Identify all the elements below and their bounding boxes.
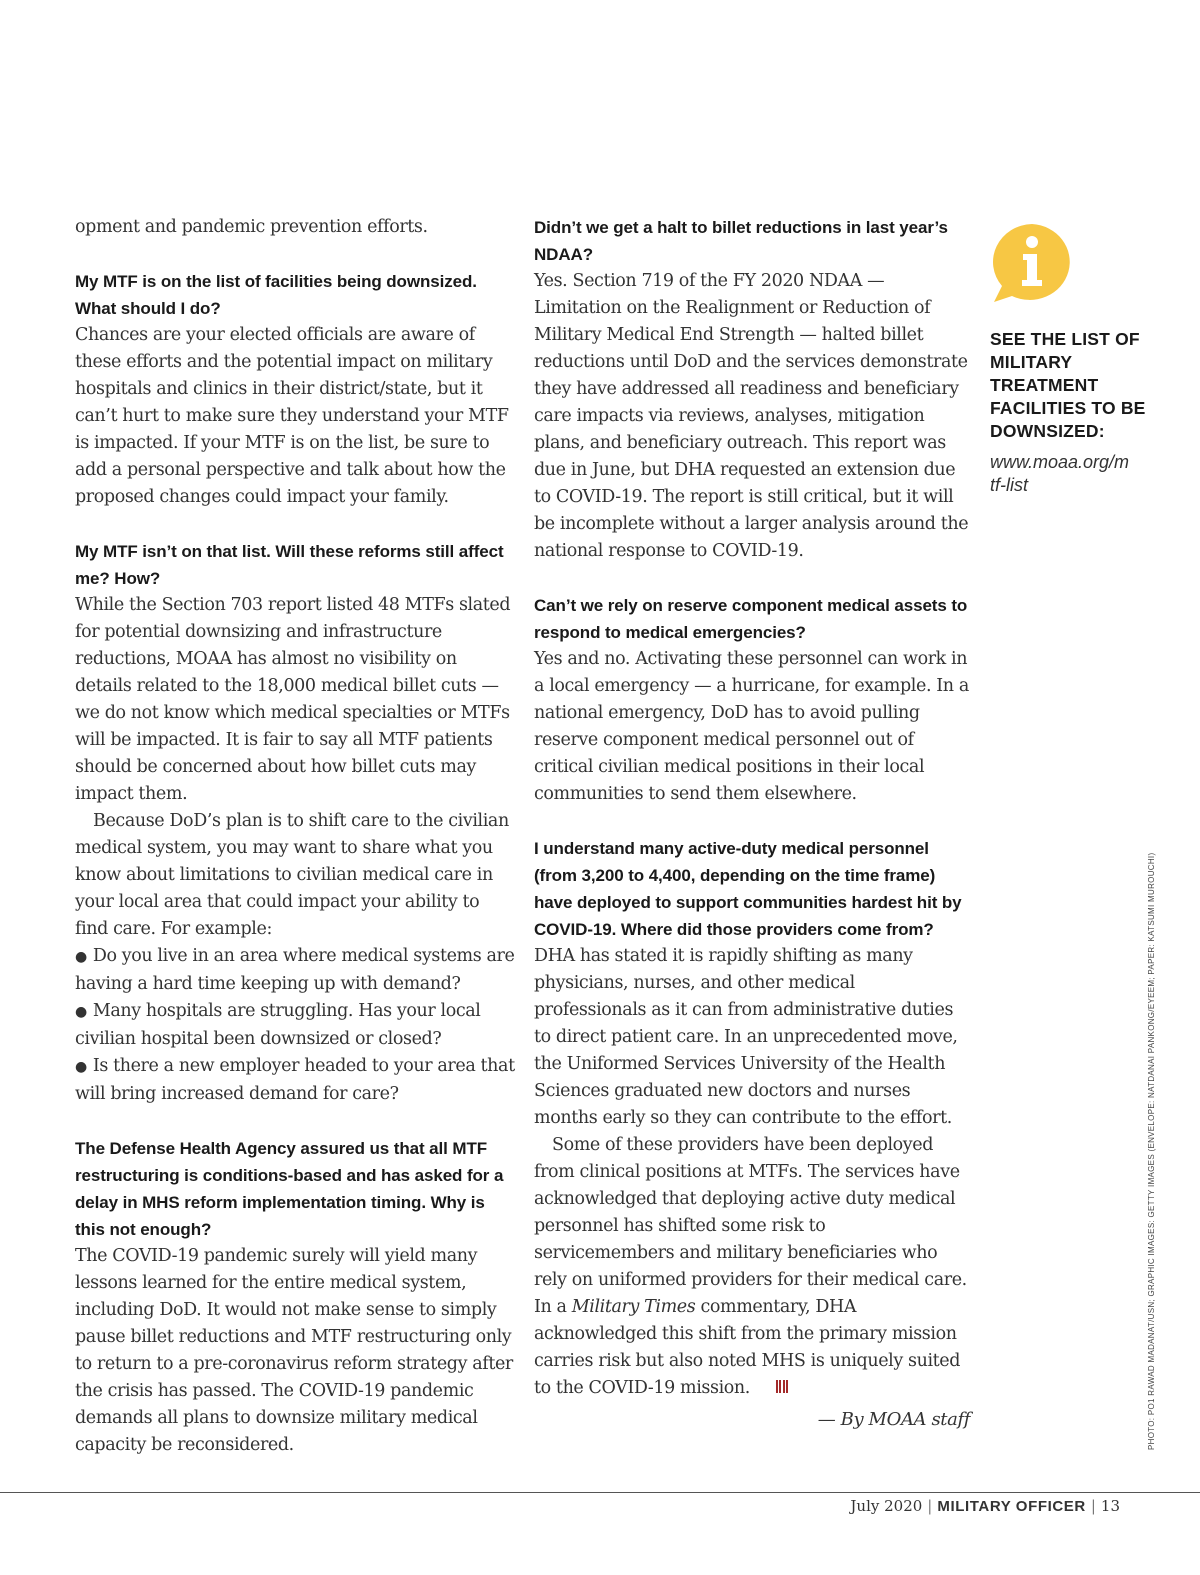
bullet-icon: ● [75,949,87,965]
sidebar-heading: SEE THE LIST OF MILITARY TREATMENT FACILITIES TO BE DOWNSIZED: [990,329,1146,441]
question-heading: My MTF is on the list of facilities being downsized. What should I do? [75,272,477,318]
intro-text: opment and pandemic prevention efforts. [75,217,428,237]
page-number: 13 [1100,1497,1120,1515]
bullet-item: ● Many hospitals are struggling. Has your local civilian hospital been downsized or closed? [75,1001,481,1049]
question-heading: I understand many active-duty medical personnel (from 3,200 to 4,400, depending on the time frame) have deployed to support communities hardest hit by COVID-19. Where did those providers come from? [534,839,962,939]
answer-paragraph: Chances are your elected officials are aware of these efforts and the potential impact on military hospitals and clinics in their district/state, but it can’t hurt to make sure they understand your MTF is impacted. If your MTF is on the list, be sure to add a personal perspective and talk about how the proposed changes could impact your family. [75,325,509,507]
answer-paragraph: While the Section 703 report listed 48 MTFs slated for potential downsizing and infrastructure reductions, MOAA has almost no visibility on details related to the 18,000 medical billet cuts — we do not know which medical specialties or MTFs will be impacted. It is fair to say all MTF patients should be concerned about how billet cuts may impact them. [75,595,511,804]
bullet-item: ● Is there a new employer headed to your area that will bring increased demand for care? [75,1056,515,1104]
footer-divider [0,1492,1200,1493]
answer-paragraph: Because DoD’s plan is to shift care to the civilian medical system, you may want to share what you know about limitations to civilian medical care in your local area that could impact your ability to find care. For example: [75,811,509,939]
question-heading: Can’t we rely on reserve component medical assets to respond to medical emergencies? [534,596,968,642]
mtf-list-link[interactable]: www.moaa.org/mtf-list [990,452,1130,495]
article-column-right [534,214,970,1433]
magazine-title: MILITARY OFFICER [937,1498,1086,1515]
issue-date: July 2020 [850,1497,923,1515]
question-heading: My MTF isn’t on that list. Will these reforms still affect me? How? [75,542,504,588]
page-footer: July 2020 | MILITARY OFFICER | 13 [850,1497,1120,1515]
answer-paragraph: DHA has stated it is rapidly shifting as many physicians, nurses, and other medical professionals as it can from administrative duties to direct patient care. In an unprecedented move, the Uniformed Services University of the Health Sciences graduated new doctors and nurses months early so they can contribute to the effort. [534,946,958,1128]
info-icon [990,222,1074,306]
photo-credit: PHOTO: PO1 RAWAD MADANAT/USN; GRAPHIC IMAGES: GETTY IMAGES (ENVELOPE: NATDANAI PANKONG/EYEEM; PAPER: KATSUMI MUROUCHI) [1147,852,1156,1450]
bullet-icon: ● [75,1059,87,1075]
answer-paragraph: Yes and no. Activating these personnel can work in a local emergency — a hurricane, for example. In a national emergency, DoD has to avoid pulling reserve component medical personnel out of critical civilian medical positions in their local communities to send them elsewhere. [534,649,969,804]
bullet-icon: ● [75,1004,87,1020]
answer-paragraph: The COVID-19 pandemic surely will yield many lessons learned for the entire medical system, including DoD. It would not make sense to simply pause billet reductions and MTF restructuring only to return to a pre-coronavirus reform strategy after the crisis has passed. The COVID-19 pandemic demands all plans to downsize military medical capacity be reconsidered. [75,1246,513,1455]
article-column-left [75,214,515,1459]
answer-paragraph: Yes. Section 719 of the FY 2020 NDAA — Limitation on the Realignment or Reduction of Military Medical End Strength — halted billet reductions until DoD and the services demonstrate they have addressed all readiness and beneficiary care impacts via reviews, analyses, mitigation plans, and beneficiary outreach. This report was due in June, but DHA requested an extension due to COVID-19. The report is still critical, but it will be incomplete without a larger analysis around the national response to COVID-19. [534,271,969,561]
end-mark-icon [758,1375,790,1402]
question-heading: Didn’t we get a halt to billet reductions in last year’s NDAA? [534,218,948,264]
answer-paragraph: Some of these providers have been deployed from clinical positions at MTFs. The services have acknowledged that deploying active duty medical personnel has shifted some risk to servicemembers and military beneficiaries who rely on uniformed providers for their medical care. In a Military Times commentary, DHA acknowledged this shift from the primary mission carries risk but also noted MHS is uniquely suited to the COVID-19 mission. [534,1132,970,1402]
question-heading: The Defense Health Agency assured us that all MTF restructuring is conditions-based and has asked for a delay in MHS reform implementation timing. Why is this not enough? [75,1139,504,1239]
bullet-item: ● Do you live in an area where medical systems are having a hard time keeping up with demand? [75,946,515,994]
byline: — By MOAA staff [817,1409,970,1430]
sidebar-callout [990,222,1160,497]
